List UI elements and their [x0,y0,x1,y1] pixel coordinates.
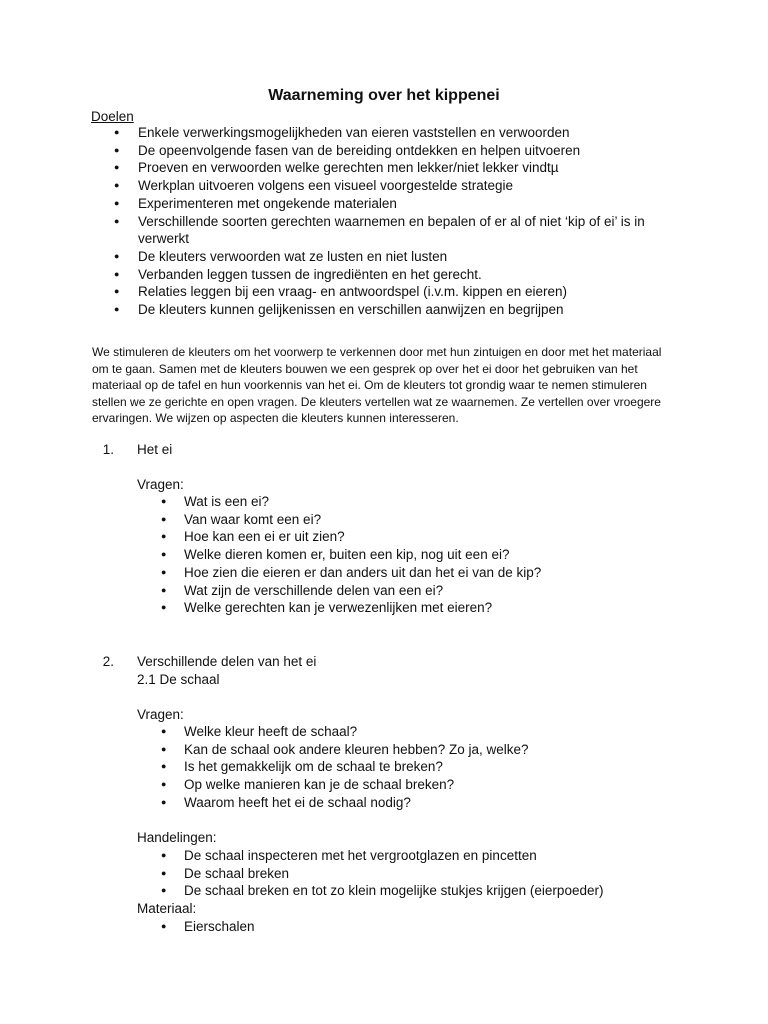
intro-paragraph: We stimuleren de kleuters om het voorwerp te verkennen door met hun zintuigen en door met het materiaal om te gaan. Samen met de kleuters bouwen we een gesprek op over het ei door het gebruiken van het materiaal op de tafel en hun voorkennis van het ei. Om de kleuters tot grondig waar te nemen stimuleren stellen we ze gerichte en open vragen. De kleuters vertellen wat ze waarnemen. Ze vertellen over vroegere ervaringen. We wijzen op aspecten die kleuters kunnen interesseren. [92,345,662,425]
list-item: ● Op welke manieren kan je de schaal breken? [161,776,681,794]
section-2-handelingen-label: Handelingen: [137,830,217,845]
list-item: ● Relaties leggen bij een vraag- en antwoordspel (i.v.m. kippen en eieren) [114,283,674,301]
list-item: ● Hoe kan een ei er uit zien? [161,528,681,546]
list-item: ● De schaal breken [161,865,701,883]
section-2-title: Verschillende delen van het ei [137,654,317,669]
list-item: ● Proeven en verwoorden welke gerechten men lekker/niet lekker vindtµ [114,159,674,177]
section-2-materiaal-list [161,918,681,936]
list-item: ● Welke kleur heeft de schaal? [161,723,681,741]
list-item: ● De kleuters kunnen gelijkenissen en verschillen aanwijzen en begrijpen [114,301,674,319]
section-2-materiaal-label: Materiaal: [137,901,197,916]
page-title: Waarneming over het kippenei [268,87,500,104]
list-item: ● Waarom heeft het ei de schaal nodig? [161,794,681,812]
list-item: ● Wat zijn de verschillende delen van een ei? [161,582,681,600]
list-item: ● Verbanden leggen tussen de ingrediënten en het gerecht. [114,266,674,284]
section-2-handelingen-list [161,847,701,900]
list-item: ● Werkplan uitvoeren volgens een visueel voorgestelde strategie [114,177,674,195]
list-item: ● Is het gemakkelijk om de schaal te breken? [161,758,681,776]
list-item: ● Eierschalen [161,918,681,936]
list-item: ● De opeenvolgende fasen van de bereiding ontdekken en helpen uitvoeren [114,142,674,160]
section-2-vragen-list [161,723,681,812]
list-item: ● Van waar komt een ei? [161,511,681,529]
section-1-vragen-list [161,493,681,617]
section-2-number: 2. [102,654,114,669]
list-item: ● Kan de schaal ook andere kleuren hebben? Zo ja, welke? [161,741,681,759]
list-item: ● Welke dieren komen er, buiten een kip, nog uit een ei? [161,546,681,564]
list-item: ● De schaal breken en tot zo klein mogelijke stukjes krijgen (eierpoeder) [161,882,701,900]
list-item: ● Wat is een ei? [161,493,681,511]
section-2-vragen-label: Vragen: [137,707,184,722]
list-item: ● Experimenteren met ongekende materialen [114,195,674,213]
section-1-vragen-label: Vragen: [137,477,184,492]
list-item: ● Verschillende soorten gerechten waarnemen en bepalen of er al of niet ‘kip of ei’ is in verwerkt [114,213,674,248]
section-1-title: Het ei [137,442,173,457]
list-item: ● De kleuters verwoorden wat ze lusten en niet lusten [114,248,674,266]
doelen-list [114,124,674,319]
list-item: ● Enkele verwerkingsmogelijkheden van eieren vaststellen en verwoorden [114,124,674,142]
doelen-heading: Doelen [91,109,134,124]
list-item: ● De schaal inspecteren met het vergrootglazen en pincetten [161,847,701,865]
section-2-subtitle: 2.1 De schaal [137,672,220,687]
list-item: ● Hoe zien die eieren er dan anders uit dan het ei van de kip? [161,564,681,582]
section-1-number: 1. [102,442,114,457]
list-item: ● Welke gerechten kan je verwezenlijken met eieren? [161,599,681,617]
